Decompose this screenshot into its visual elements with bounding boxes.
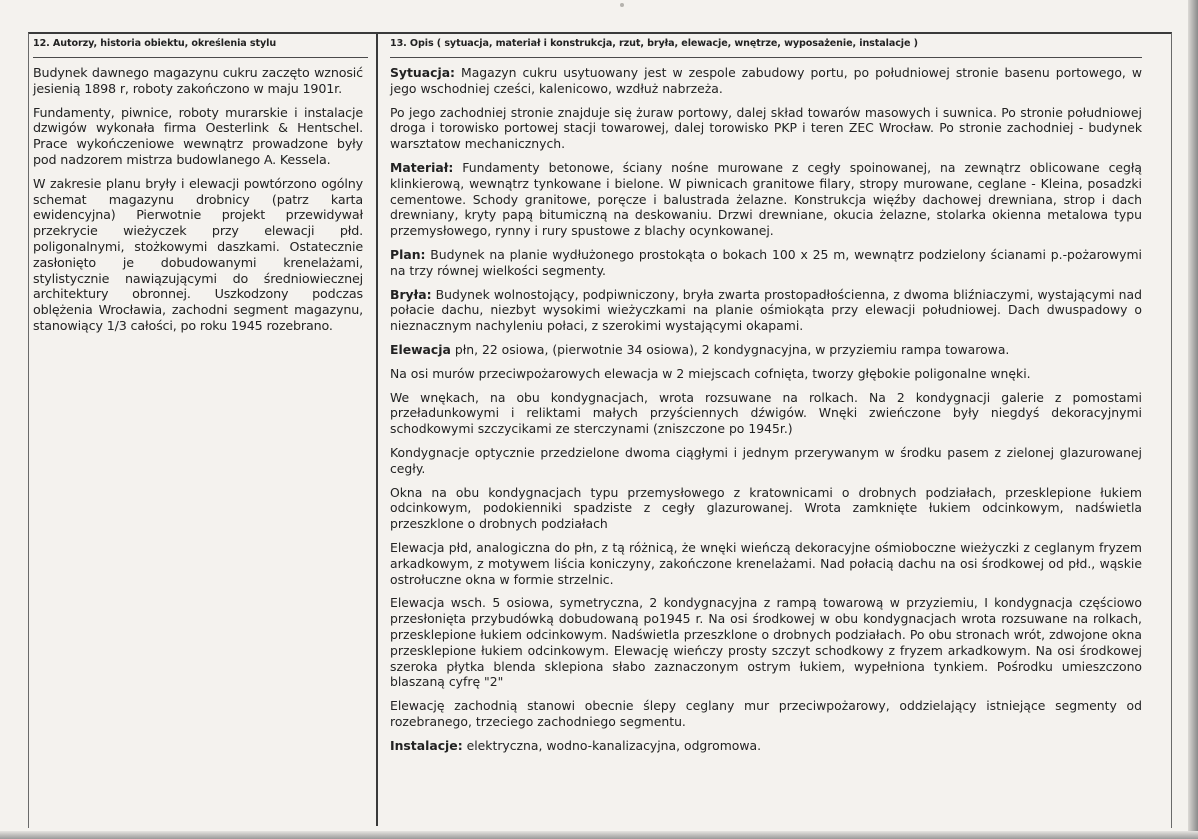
elevation-label: Elewacja bbox=[390, 341, 451, 357]
scan-edge-right bbox=[1188, 0, 1198, 839]
installations-text: elektryczna, wodno-kanalizacyjna, odgromowa. bbox=[462, 737, 762, 753]
plan-label: Plan: bbox=[390, 246, 426, 262]
massing-text: Budynek wolnostojący, podpiwniczony, bryła zwarta prostopadłościenna, z dwoma bliźniaczymi, wystającymi nad połacie dachu, niezbyt wysokimi wieżyczkami na planie ośmiokąta przy elewacji południowej. Dach dwuspadowy o nieznacznym nachyleniu połaci, z szerokimi wystającymi okapami. bbox=[390, 286, 1142, 334]
situation-paragraph bbox=[390, 65, 1142, 97]
material-text: Fundamenty betonowe, ściany nośne murowane z cegły spoinowanej, na zewnątrz oblicowane cegłą klinkierową, wewnątrz tynkowane i bielone. W piwnicach granitowe filary, stropy murowane, ceglane - Kleina, posadzki cementowe. Schody granitowe, poręcze i balustrada żelazne. Konstrukcja więźby dachowej drewniana, strop i dach drewniany, kryty papą bitumiczną na deskowaniu. Drzwi drewniane, okucia żelazne, stolarka okienna metalowa typu przemysłowego, rynny i rury spustowe z blachy ocynkowanej. bbox=[390, 159, 1142, 239]
history-paragraph: W zakresie planu bryły i elewacji powtórzono ogólny schemat magazynu drobnicy (patrz karta ewidencyjna) Pierwotnie projekt przewidywał przekrycie wieżyczek przy elewacji płd. poligonalnymi, stożkowymi daszkami. Ostatecznie zasłonięto je dobudowanymi krenelażami, stylistycznie nawiązującymi do średniowiecznej architektury obronnej. Uszkodzony podczas oblężenia Wrocławia, zachodni segment magazynu, stanowiący 1/3 całości, po roku 1945 rozebrano. bbox=[33, 175, 363, 333]
section-history bbox=[33, 38, 363, 342]
elevation-paragraph bbox=[390, 342, 1142, 358]
installations-paragraph bbox=[390, 738, 1142, 754]
windows-paragraph: Okna na obu kondygnacjach typu przemysłowego z kratownicami o drobnych podziałach, przesklepione łukiem odcinkowym, podokienniki spadziste z cegły glazurowanej. Wrota zamknięte łukiem odcinkowym, nadświetla przeszklone o drobnych podziałach bbox=[390, 484, 1142, 532]
plan-text: Budynek na planie wydłużonego prostokąta o bokach 100 x 25 m, wewnątrz podzielony ścianami p.-pożarowymi na trzy równej wielkości segmenty. bbox=[390, 246, 1142, 278]
section-heading-description: 13. Opis ( sytuacja, materiał i konstrukcja, rzut, bryła, elewacje, wnętrze, wyposażenie, instalacje ) bbox=[390, 38, 1142, 58]
section-heading-history: 12. Autorzy, historia obiektu, określenia stylu bbox=[33, 38, 368, 58]
column-divider bbox=[376, 32, 378, 826]
surroundings-paragraph: Po jego zachodniej stronie znajduje się żuraw portowy, dalej skład towarów masowych i suwnica. Po stronie południowej droga i torowisko portowej stacji towarowej, dalej torowisko PKP i teren ZEC Wrocław. Po stronie zachodniej - budynek warsztatow mechanicznych. bbox=[390, 104, 1142, 152]
scan-edge-bottom bbox=[0, 831, 1198, 839]
section-description bbox=[390, 38, 1142, 761]
massing-paragraph bbox=[390, 287, 1142, 334]
firewall-recess-paragraph: Na osi murów przeciwpożarowych elewacja w 2 miejscach cofnięta, tworzy głębokie poligonalne wnęki. bbox=[390, 365, 1031, 381]
recess-paragraph: We wnękach, na obu kondygnacjach, wrota rozsuwane na rolkach. Na 2 kondygnacji galerie z pomostami przeładunkowymi i reliktami małych przyściennych dźwigów. Wnęki zwieńczone były niegdyś dekoracyjnymi schodkowymi szczycikami ze sterczynami (zniszczone po 1945r.) bbox=[390, 389, 1142, 437]
scan-speck bbox=[620, 3, 624, 7]
situation-label: Sytuacja: bbox=[390, 65, 456, 80]
storeys-paragraph: Kondygnacje optycznie przedzielone dwoma ciągłymi i jednym przerywanym w środku pasem z zielonej glazurowanej cegły. bbox=[390, 444, 1142, 476]
elevation-text: płn, 22 osiowa, (pierwotnie 34 osiowa), 2 kondygnacyjna, w przyziemiu rampa towarowa. bbox=[450, 341, 1010, 357]
installations-label: Instalacje: bbox=[390, 737, 463, 753]
west-elevation-paragraph: Elewację zachodnią stanowi obecnie ślepy ceglany mur przeciwpożarowy, oddzielający istniejące segmenty od rozebranego, trzeciego zachodniego segmentu. bbox=[390, 698, 1142, 729]
situation-text: Magazyn cukru usytuowany jest w zespole zabudowy portu, po południowej stronie basenu portowego, w jego wschodniej cześci, kalenicowo, wzdłuż nabrzeża. bbox=[390, 65, 1142, 96]
massing-label: Bryła: bbox=[390, 286, 432, 302]
history-paragraph: Budynek dawnego magazynu cukru zaczęto wznosić jesienią 1898 r, roboty zakończono w maju 1901r. bbox=[33, 65, 363, 96]
east-elevation-paragraph: Elewacja wsch. 5 osiowa, symetryczna, 2 kondygnacyjna z rampą towarową w przyziemiu, I kondygnacja częściowo przesłonięta przybudówką dobudowaną po1945 r. Na osi środkowej w obu kondygnacjach wrota rozsuwane na rolkach, przesklepione łukiem odcinkowym. Nadświetla przeszklone o drobnych podziałach. Po obu stronach wrót, zdwojone okna przesklepione łukiem odcinkowym. Elewację wieńczy prosty szczyt schodkowy z fryzem arkadkowym. Na osi środkowej szeroka płytka blenda sklepiona słabo zaznaczonym ostrym łukiem, wypełniona tynkiem. Pośrodku umieszczono blaszaną cyfrę "2" bbox=[390, 595, 1142, 690]
history-paragraph: Fundamenty, piwnice, roboty murarskie i instalacje dzwigów wykonała firma Oesterlink & Hentschel. Prace wykończeniowe wewnątrz prowadzone były pod nadzorem mistrza budowlanego A. Kessela. bbox=[33, 104, 363, 167]
plan-paragraph bbox=[390, 247, 1142, 279]
south-elevation-paragraph: Elewacja płd, analogiczna do płn, z tą różnicą, że wnęki wieńczą dekoracyjne ośmioboczne wieżyczki z ceglanym fryzem arkadkowym, z motywem liścia koniczyny, zakończone krenelażami. Nad połacią dachu na osi środkowej od płd., wąskie ostrołuczne okna w formie strzelnic. bbox=[390, 539, 1142, 587]
material-paragraph bbox=[390, 160, 1142, 239]
material-label: Materiał: bbox=[390, 159, 454, 175]
